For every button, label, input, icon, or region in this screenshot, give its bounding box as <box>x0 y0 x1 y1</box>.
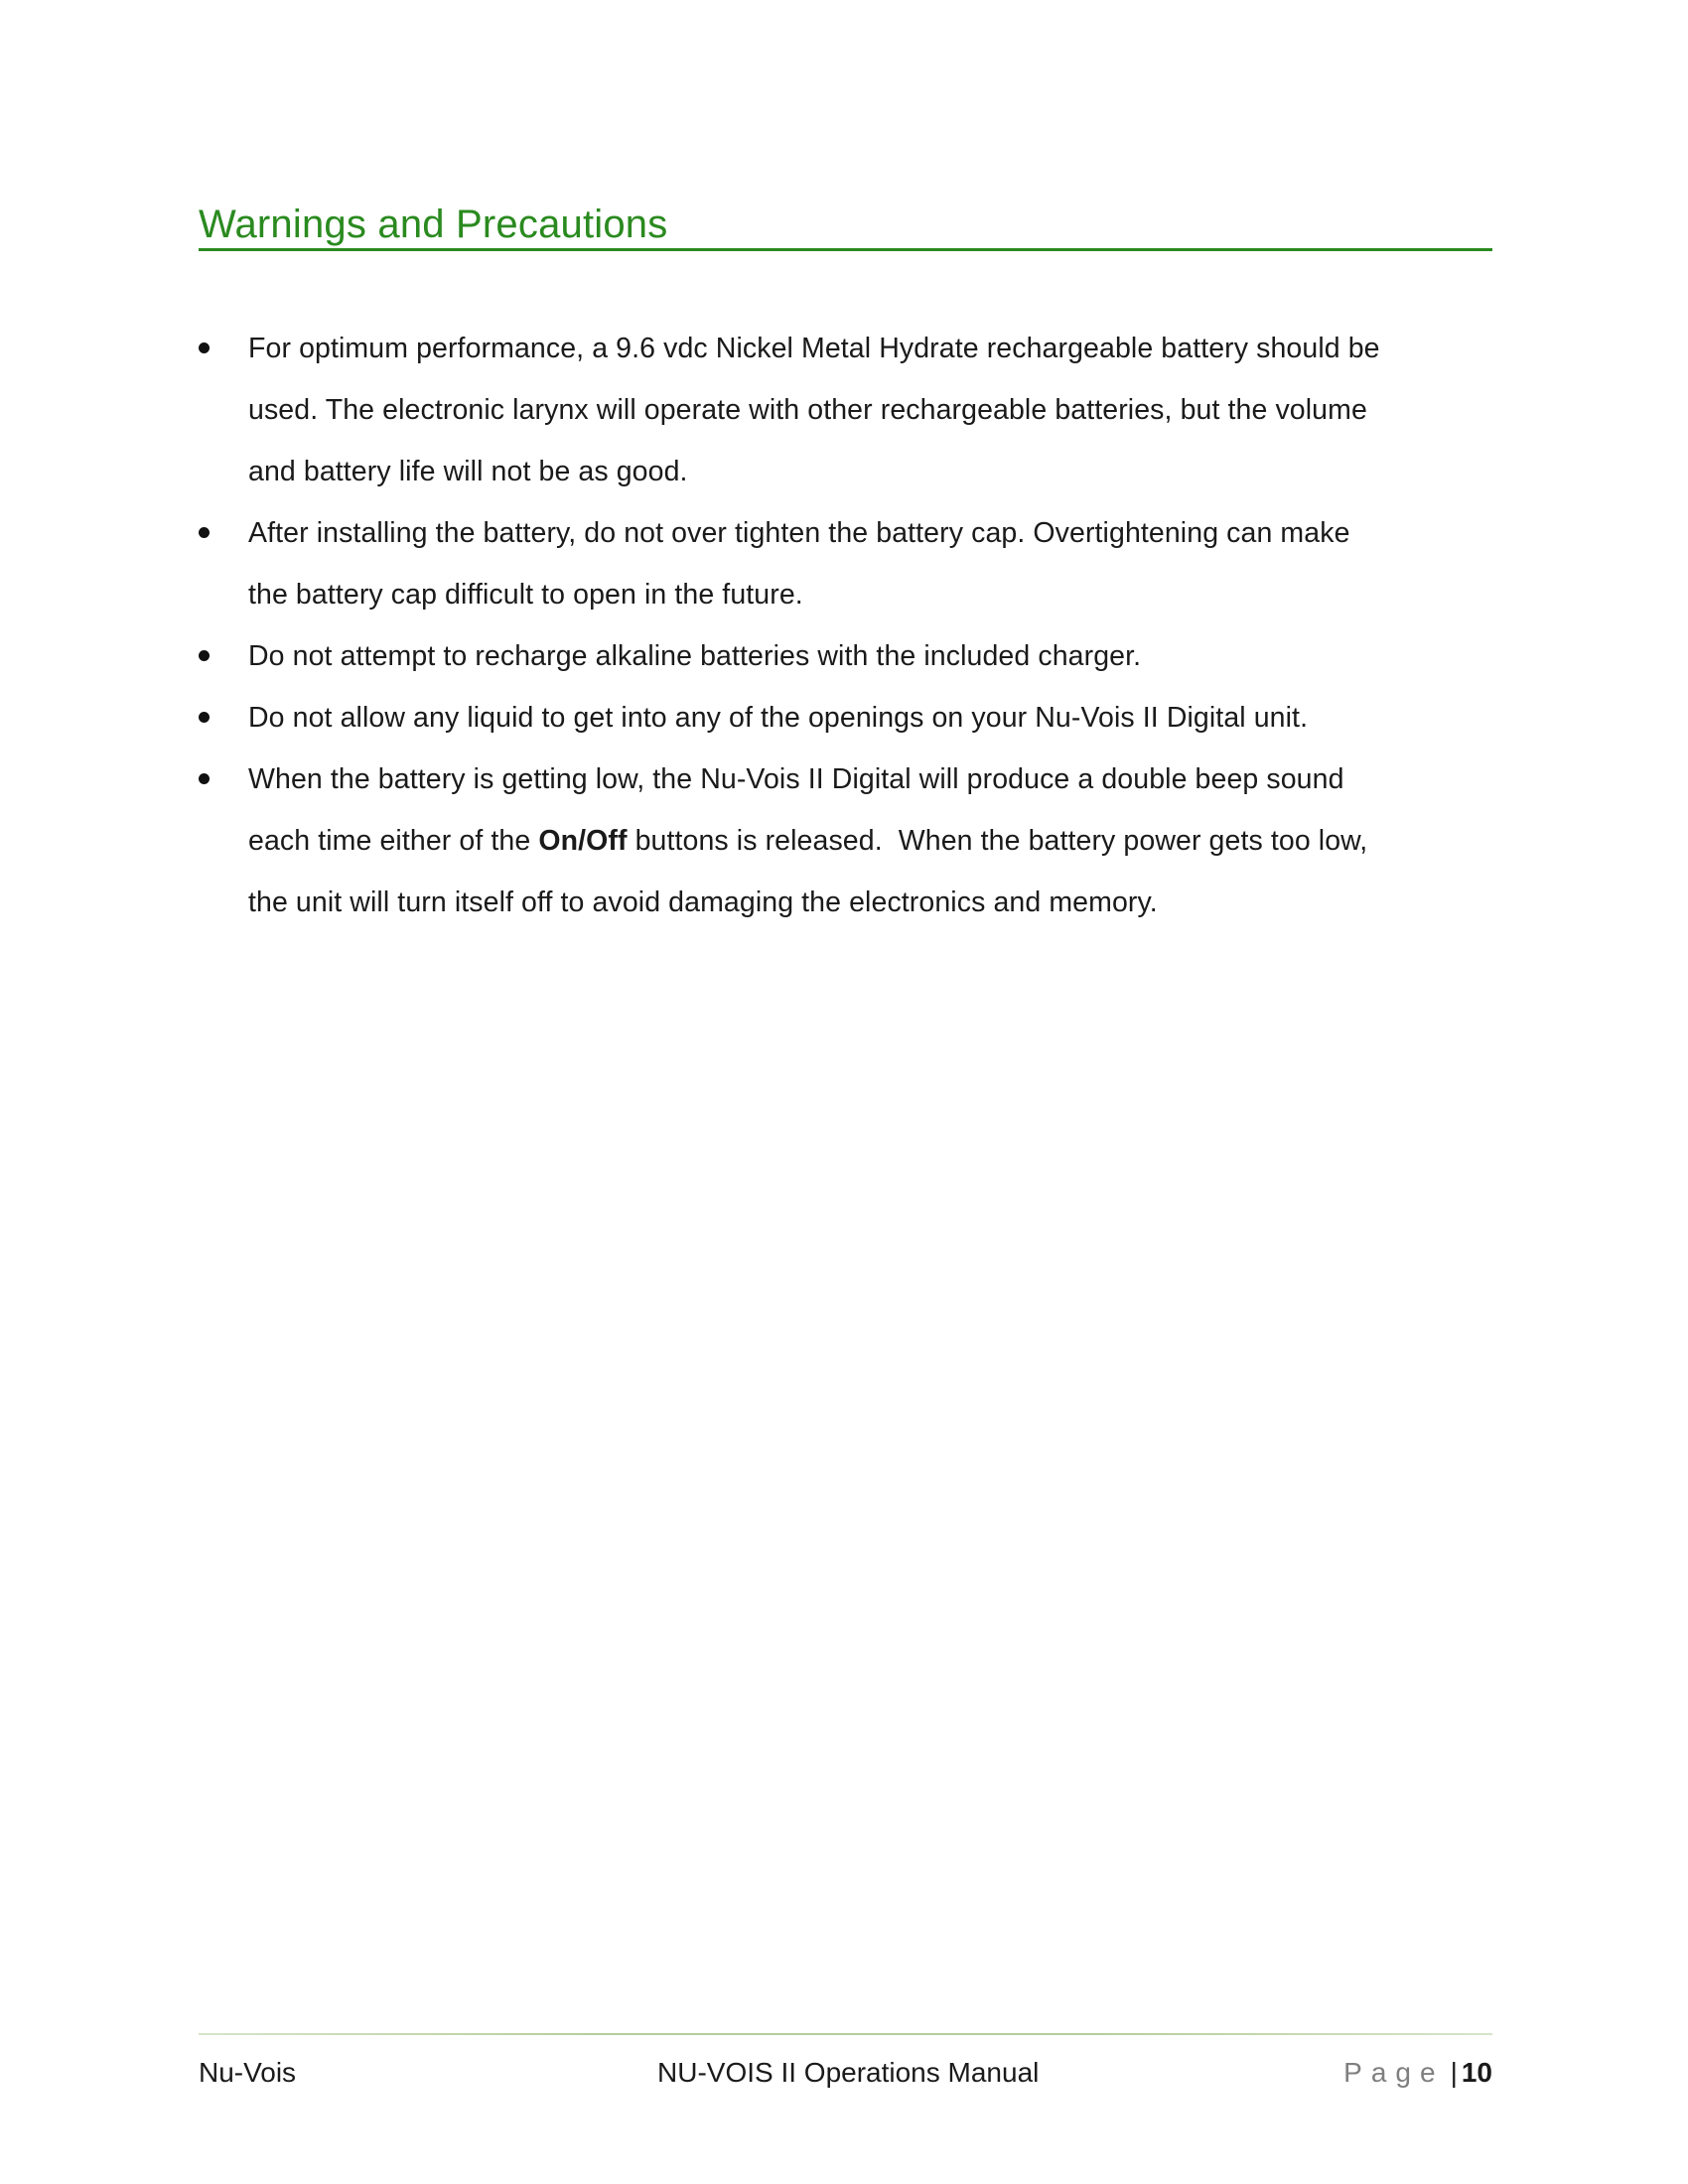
page-number: 10 <box>1461 2057 1492 2088</box>
list-item <box>199 318 1492 502</box>
list-item <box>199 625 1492 687</box>
list-item <box>199 687 1492 749</box>
footer-divider <box>199 2033 1492 2035</box>
footer-page-indicator <box>1343 2053 1492 2093</box>
bullet-icon <box>199 527 210 538</box>
bullet-icon <box>199 650 210 661</box>
bullet-icon <box>199 773 210 784</box>
bullet-line: used. The electronic larynx will operate with other rechargeable batteries, but the volume <box>248 394 1367 426</box>
warnings-list <box>199 318 1492 933</box>
bullet-line: and battery life will not be as good. <box>248 456 688 487</box>
bullet-line: Do not allow any liquid to get into any of the openings on your Nu-Vois II Digital unit. <box>248 702 1309 734</box>
bullet-line: Do not attempt to recharge alkaline batteries with the included charger. <box>248 640 1142 672</box>
bullet-line: For optimum performance, a 9.6 vdc Nickel Metal Hydrate rechargeable battery should be <box>248 333 1380 364</box>
list-item <box>199 749 1492 933</box>
page-label: Page <box>1343 2057 1445 2088</box>
bullet-icon <box>199 712 210 723</box>
bullet-line: When the battery is getting low, the Nu-Vois II Digital will produce a double beep sound <box>248 763 1344 795</box>
list-item <box>199 502 1492 625</box>
page-footer <box>199 2053 1492 2093</box>
bullet-icon <box>199 342 210 353</box>
section-heading: Warnings and Precautions <box>199 199 1492 251</box>
bullet-line-suffix: buttons is released. When the battery power gets too low, <box>627 825 1368 857</box>
bullet-line: the battery cap difficult to open in the future. <box>248 579 803 611</box>
onoff-label: On/Off <box>538 825 628 857</box>
footer-manual-title: NU-VOIS II Operations Manual <box>657 2057 1040 2088</box>
footer-brand: Nu-Vois <box>199 2057 297 2088</box>
bullet-line-prefix: each time either of the <box>248 825 539 857</box>
page-separator: | <box>1450 2057 1458 2088</box>
bullet-line: After installing the battery, do not over tighten the battery cap. Overtightening can make <box>248 517 1350 549</box>
bullet-line: the unit will turn itself off to avoid damaging the electronics and memory. <box>248 887 1158 918</box>
